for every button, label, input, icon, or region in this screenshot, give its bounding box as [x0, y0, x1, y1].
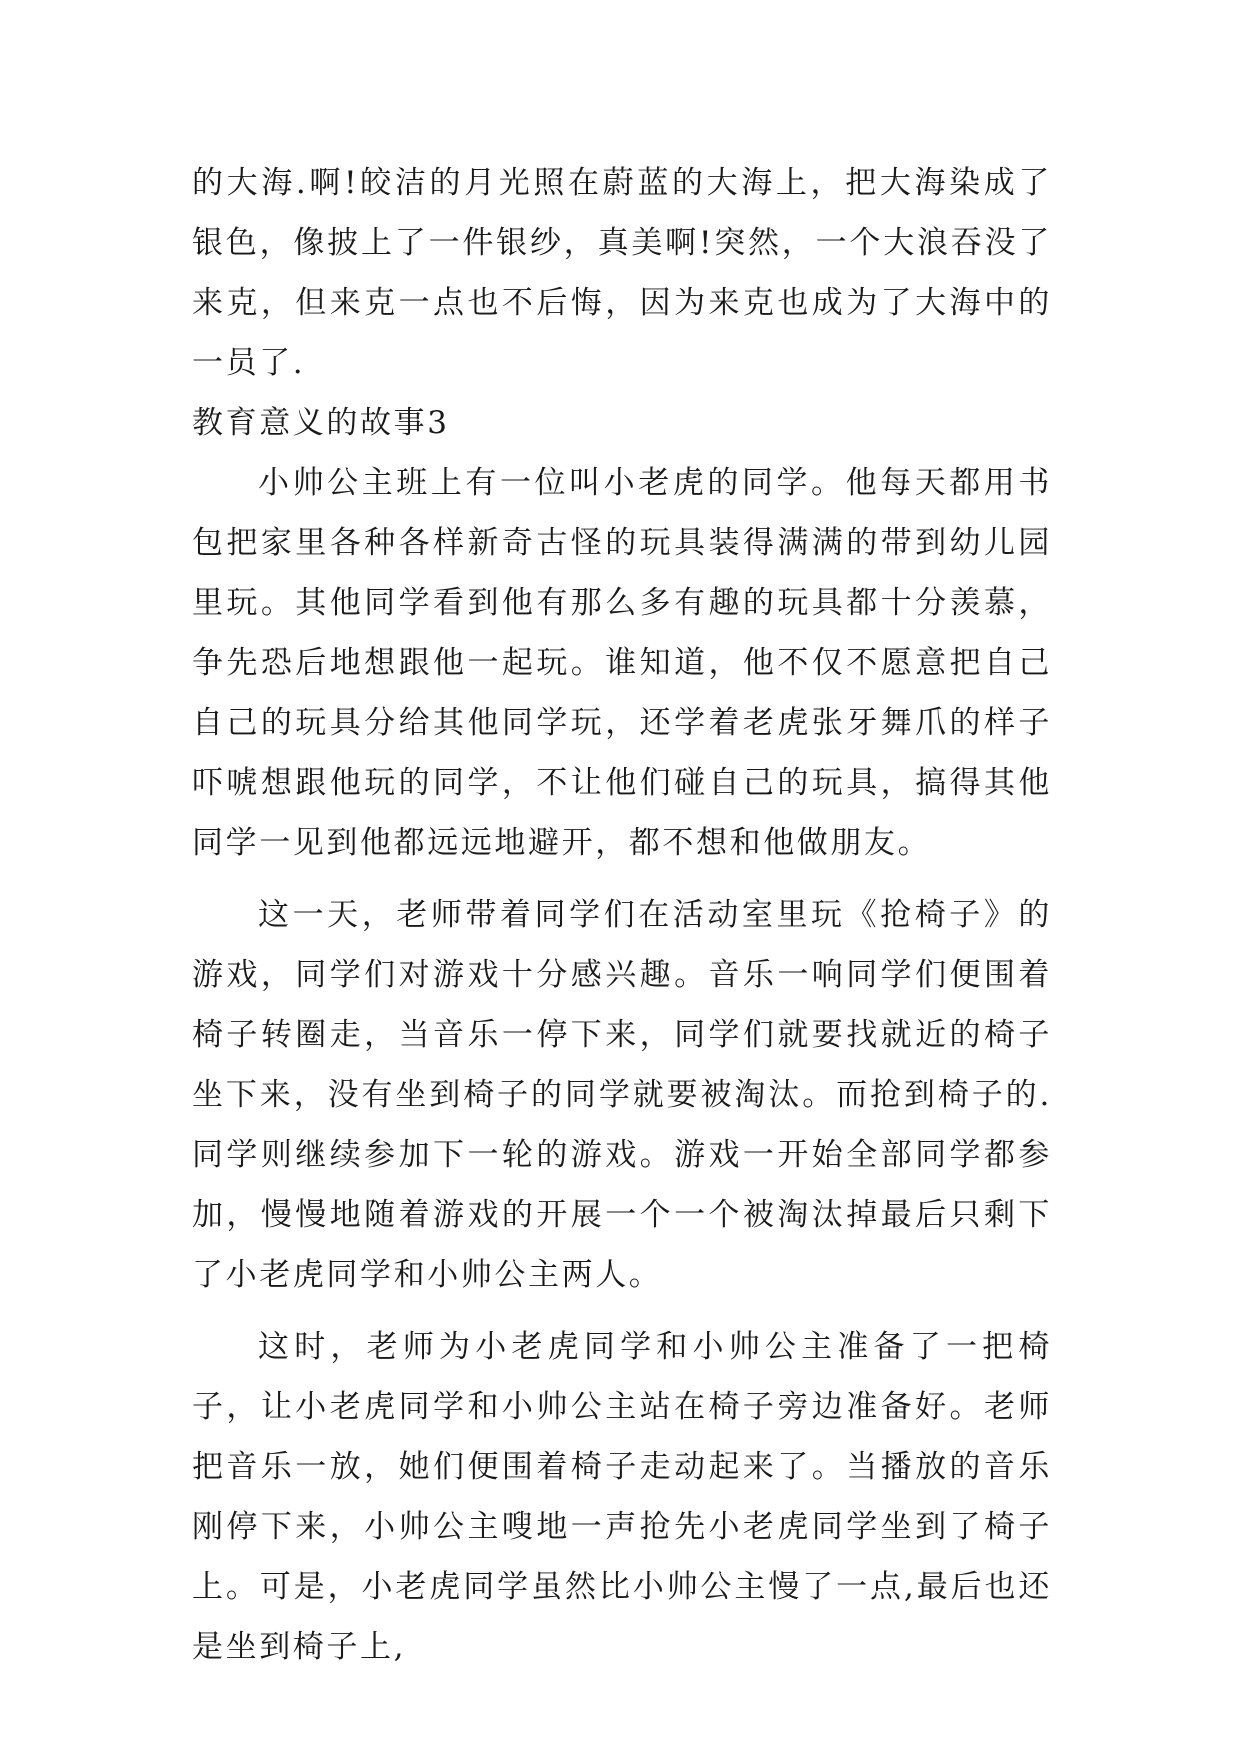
- paragraph-continuation: 的大海.啊!皎洁的月光照在蔚蓝的大海上，把大海染成了银色，像披上了一件银纱，真美啊!突然，一个大浪吞没了来克，但来克一点也不后悔，因为来克也成为了大海中的一员了.: [192, 165, 1052, 381]
- paragraph-game: 这一天，老师带着同学们在活动室里玩《抢椅子》的游戏，同学们对游戏十分感兴趣。音乐一响同学们便围着椅子转圈走，当音乐一停下来，同学们就要找就近的椅子坐下来，没有坐到椅子的同学就要被淘汰。而抢到椅子的.同学则继续参加下一轮的游戏。游戏一开始全部同学都参加，慢慢地随着游戏的开展一个一个被淘汰掉最后只剩下了小老虎同学和小帅公主两人。: [192, 897, 1052, 1293]
- section-heading: 教育意义的故事3: [192, 405, 450, 441]
- paragraph-final-round: 这时，老师为小老虎同学和小帅公主准备了一把椅子，让小老虎同学和小帅公主站在椅子旁边准备好。老师把音乐一放，她们便围着椅子走动起来了。当播放的音乐刚停下来，小帅公主嗖地一声抢先小老虎同学坐到了椅子上。可是，小老虎同学虽然比小帅公主慢了一点,最后也还是坐到椅子上,: [192, 1329, 1052, 1665]
- paragraph-story-intro: 小帅公主班上有一位叫小老虎的同学。他每天都用书包把家里各种各样新奇古怪的玩具装得满满的带到幼儿园里玩。其他同学看到他有那么多有趣的玩具都十分羡慕，争先恐后地想跟他一起玩。谁知道，他不仅不愿意把自己自己的玩具分给其他同学玩，还学着老虎张牙舞爪的样子吓唬想跟他玩的同学，不让他们碰自己的玩具，搞得其他同学一见到他都远远地避开，都不想和他做朋友。: [192, 465, 1052, 861]
- document-body: [192, 153, 1052, 1677]
